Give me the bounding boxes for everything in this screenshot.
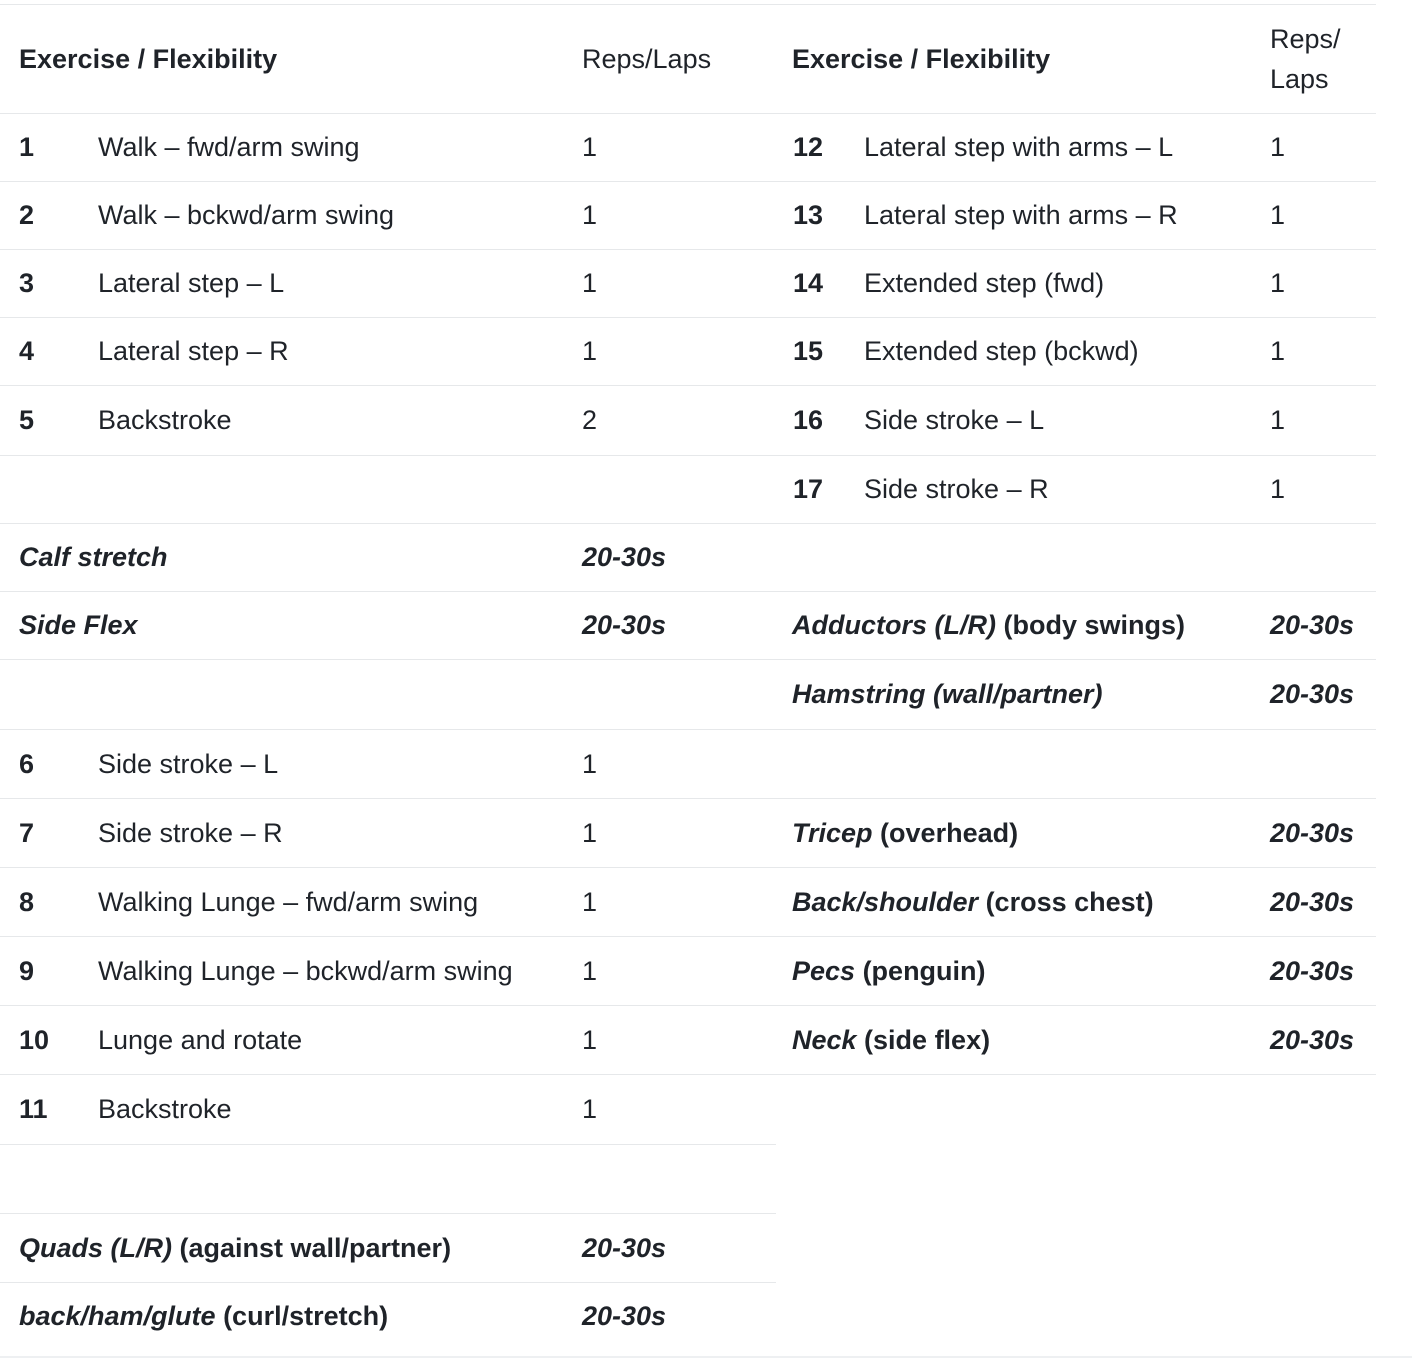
exercise-reps: 1 [1270,132,1286,162]
stretch-row [0,592,776,660]
stretch-label-italic: Adductors (L/R) [792,610,996,640]
exercise-reps: 1 [582,336,598,366]
empty-row [0,660,776,730]
exercise-name: Walking Lunge – bckwd/arm swing [98,955,513,986]
table-row [0,730,776,799]
exercise-name: Side stroke – L [98,748,279,779]
exercise-name: Lateral step – L [98,268,285,298]
exercise-reps: 1 [582,1094,598,1124]
stretch-label-italic: Back/shoulder [792,886,979,917]
stretch-label: Hamstring (wall/partner) [792,679,1103,709]
stretch-time: 20-30s [1270,679,1355,709]
exercise-number: 14 [793,268,824,298]
table-row [776,318,1376,386]
table-row [0,386,776,456]
empty-row [776,730,1376,799]
exercise-name: Walking Lunge – fwd/arm swing [98,886,479,917]
right-header-exercise: Exercise / Flexibility [792,43,1051,74]
stretch-row [776,799,1376,868]
table-row [0,182,776,250]
exercise-reps: 1 [582,955,598,986]
right-header-row [776,4,1376,114]
exercise-number: 12 [793,132,824,162]
empty-row [0,456,776,524]
exercise-name: Lateral step with arms – L [864,132,1174,162]
exercise-number: 2 [19,200,35,230]
stretch-label-rest: (overhead) [872,817,1019,848]
left-table [0,4,776,1349]
exercise-reps: 1 [1270,268,1286,298]
exercise-number: 6 [19,748,35,779]
stretch-label-italic: back/ham/glute [19,1300,216,1331]
stretch-label [19,1283,388,1349]
table-row [0,1075,776,1145]
exercise-number: 8 [19,886,35,917]
exercise-name: Extended step (fwd) [864,268,1105,298]
stretch-label: Calf stretch [19,542,168,572]
exercise-number: 11 [19,1094,48,1124]
exercise-number: 7 [19,817,35,848]
empty-row [0,1145,776,1214]
left-header-exercise: Exercise / Flexibility [19,43,278,74]
stretch-label: Side Flex [19,610,138,640]
exercise-name: Extended step (bckwd) [864,336,1139,366]
exercise-name: Side stroke – R [98,817,283,848]
table-row [0,114,776,182]
exercise-name: Lunge and rotate [98,1024,303,1055]
exercise-number: 5 [19,405,35,435]
stretch-label [792,937,986,1005]
exercise-reps: 1 [582,748,598,779]
stretch-row [0,1214,776,1283]
exercise-number: 1 [19,132,35,162]
exercise-name: Walk – bckwd/arm swing [98,200,395,230]
stretch-time: 20-30s [582,610,667,640]
exercise-reps: 2 [582,405,598,435]
exercise-reps: 1 [1270,474,1286,504]
stretch-label-rest: (body swings) [995,610,1185,640]
stretch-label-rest: (against wall/partner) [172,1232,452,1263]
table-row [0,868,776,937]
exercise-reps: 1 [582,886,598,917]
stretch-time: 20-30s [582,1232,667,1263]
exercise-reps: 1 [1270,405,1286,435]
table-row [0,937,776,1006]
stretch-row [776,937,1376,1006]
stretch-row [776,1006,1376,1075]
exercise-reps: 1 [582,200,598,230]
left-header-row [0,4,776,114]
exercise-number: 10 [19,1024,50,1055]
stretch-time: 20-30s [582,542,667,572]
exercise-reps: 1 [582,1024,598,1055]
stretch-label-rest: (side flex) [856,1024,991,1055]
exercise-name: Backstroke [98,405,232,435]
stretch-label-italic: Neck [792,1024,857,1055]
left-header-reps: Reps/Laps [582,43,712,74]
exercise-name: Backstroke [98,1094,232,1124]
stretch-row [776,660,1376,730]
exercise-name: Side stroke – L [864,405,1045,435]
stretch-time: 20-30s [1270,817,1355,848]
exercise-name: Lateral step – R [98,336,289,366]
table-row [0,250,776,318]
exercise-number: 16 [793,405,824,435]
exercise-name: Side stroke – R [864,474,1049,504]
stretch-time: 20-30s [1270,610,1355,640]
stretch-time: 20-30s [1270,955,1355,986]
exercise-number: 3 [19,268,35,298]
exercise-reps: 1 [582,817,598,848]
stretch-label [792,799,1018,867]
exercise-reps: 1 [582,268,598,298]
table-row [776,114,1376,182]
exercise-reps: 1 [1270,336,1286,366]
stretch-label-rest: (curl/stretch) [215,1300,389,1331]
exercise-number: 9 [19,955,35,986]
exercise-name: Lateral step with arms – R [864,200,1178,230]
right-table [776,4,1376,1075]
table-row [776,182,1376,250]
stretch-label-rest: (penguin) [855,955,986,986]
exercise-number: 13 [793,200,824,230]
stretch-label-italic: Quads (L/R) [19,1232,172,1263]
table-row [0,799,776,868]
table-row [776,456,1376,524]
stretch-time: 20-30s [1270,886,1355,917]
stretch-time: 20-30s [1270,1024,1355,1055]
exercise-reps: 1 [1270,200,1286,230]
right-header-reps: Reps/ Laps [1270,24,1341,94]
stretch-row [0,524,776,592]
stretch-label [792,868,1154,936]
stretch-row [776,868,1376,937]
exercise-number: 15 [793,336,824,366]
stretch-label [19,1214,451,1282]
stretch-label-italic: Tricep [792,817,873,848]
table-row [776,250,1376,318]
table-row [0,318,776,386]
exercise-name: Walk – fwd/arm swing [98,132,360,162]
stretch-row [776,592,1376,660]
stretch-row [0,1283,776,1349]
stretch-label [792,592,1185,659]
exercise-number: 17 [793,474,824,504]
stretch-label-rest: (cross chest) [978,886,1154,917]
exercise-number: 4 [19,336,35,366]
empty-row [776,524,1376,592]
table-row [776,386,1376,456]
table-row [0,1006,776,1075]
stretch-label [792,1006,990,1074]
exercise-reps: 1 [582,132,598,162]
stretch-label-italic: Pecs [792,955,856,986]
stretch-time: 20-30s [582,1300,667,1331]
